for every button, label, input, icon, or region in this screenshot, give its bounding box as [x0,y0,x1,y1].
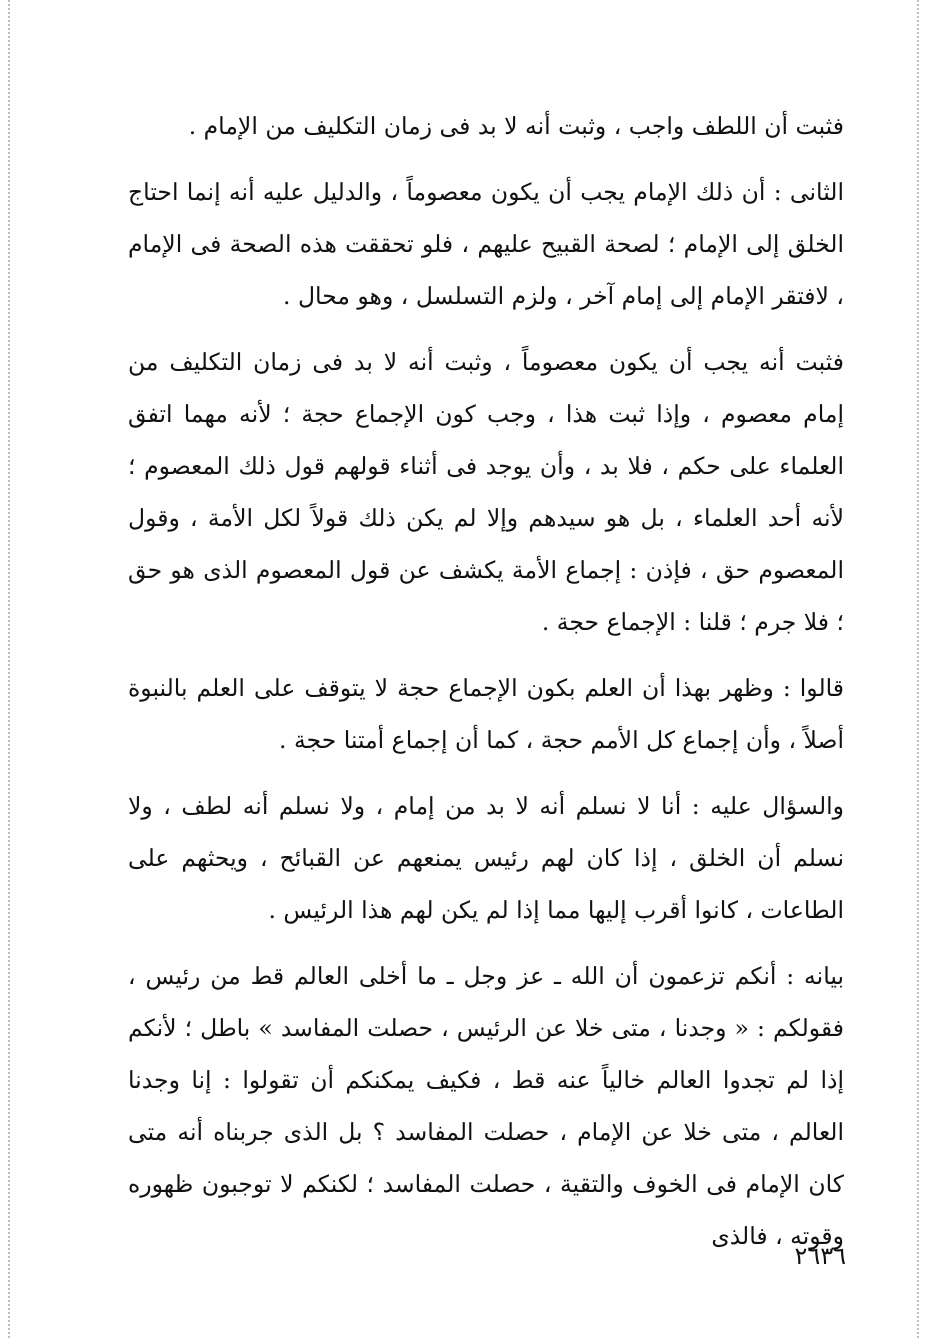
paragraph-1: فثبت أن اللطف واجب ، وثبت أنه لا بد فى زمان التكليف من الإمام . [188,112,844,140]
scan-dotted-margin-right [917,0,919,1338]
paragraph-2: الثانى : أن ذلك الإمام يجب أن يكون معصوماً ، والدليل عليه أنه إنما احتاج الخلق إلى الإمام ؛ لصحة القبيح عليهم ، فلو تحققت هذه الصحة فى الإمام ، لافتقر الإمام إلى إمام آخر ، ولزم التسلسل ، وهو محال . [128,178,844,310]
page-text-body [128,100,844,1276]
paragraph-5: والسؤال عليه : أنا لا نسلم أنه لا بد من إمام ، ولا نسلم أنه لطف ، ولا نسلم أن الخلق ، إذا كان لهم رئيس يمنعهم عن القبائح ، ويحثهم على الطاعات ، كانوا أقرب إليها مما إذا لم يكن لهم هذا الرئيس . [128,792,844,924]
paragraph-4: قالوا : وظهر بهذا أن العلم بكون الإجماع حجة لا يتوقف على العلم بالنبوة أصلاً ، وأن إجماع كل الأمم حجة ، كما أن إجماع أمتنا حجة . [128,674,844,754]
paragraph-6: بيانه : أنكم تزعمون أن الله ـ عز وجل ـ ما أخلى العالم قط من رئيس ، فقولكم : « وجدنا ، متى خلا عن الرئيس ، حصلت المفاسد » باطل ؛ لأنكم إذا لم تجدوا العالم خالياً عنه قط ، فكيف يمكنكم أن تقولوا : إنا وجدنا العالم ، متى خلا عن الإمام ، حصلت المفاسد ؟ بل الذى جربناه أنه متى كان الإمام فى الخوف والتقية ، حصلت المفاسد ؛ لكنكم لا توجبون ظهوره وقوته ، فالذى [128,962,844,1250]
scan-dotted-margin-left [8,0,10,1338]
paragraph-3: فثبت أنه يجب أن يكون معصوماً ، وثبت أنه لا بد فى زمان التكليف من إمام معصوم ، وإذا ثبت هذا ، وجب كون الإجماع حجة ؛ لأنه مهما اتفق العلماء على حكم ، فلا بد ، وأن يوجد فى أثناء قولهم قول ذلك المعصوم ؛ لأنه أحد العلماء ، بل هو سيدهم وإلا لم يكن ذلك قولاً لكل الأمة ، وقول المعصوم حق ، فإذن : إجماع الأمة يكشف عن قول المعصوم الذى هو حق ؛ فلا جرم ؛ قلنا : الإجماع حجة . [128,348,844,636]
page-number: ٢٦٣٦ [794,1242,846,1270]
